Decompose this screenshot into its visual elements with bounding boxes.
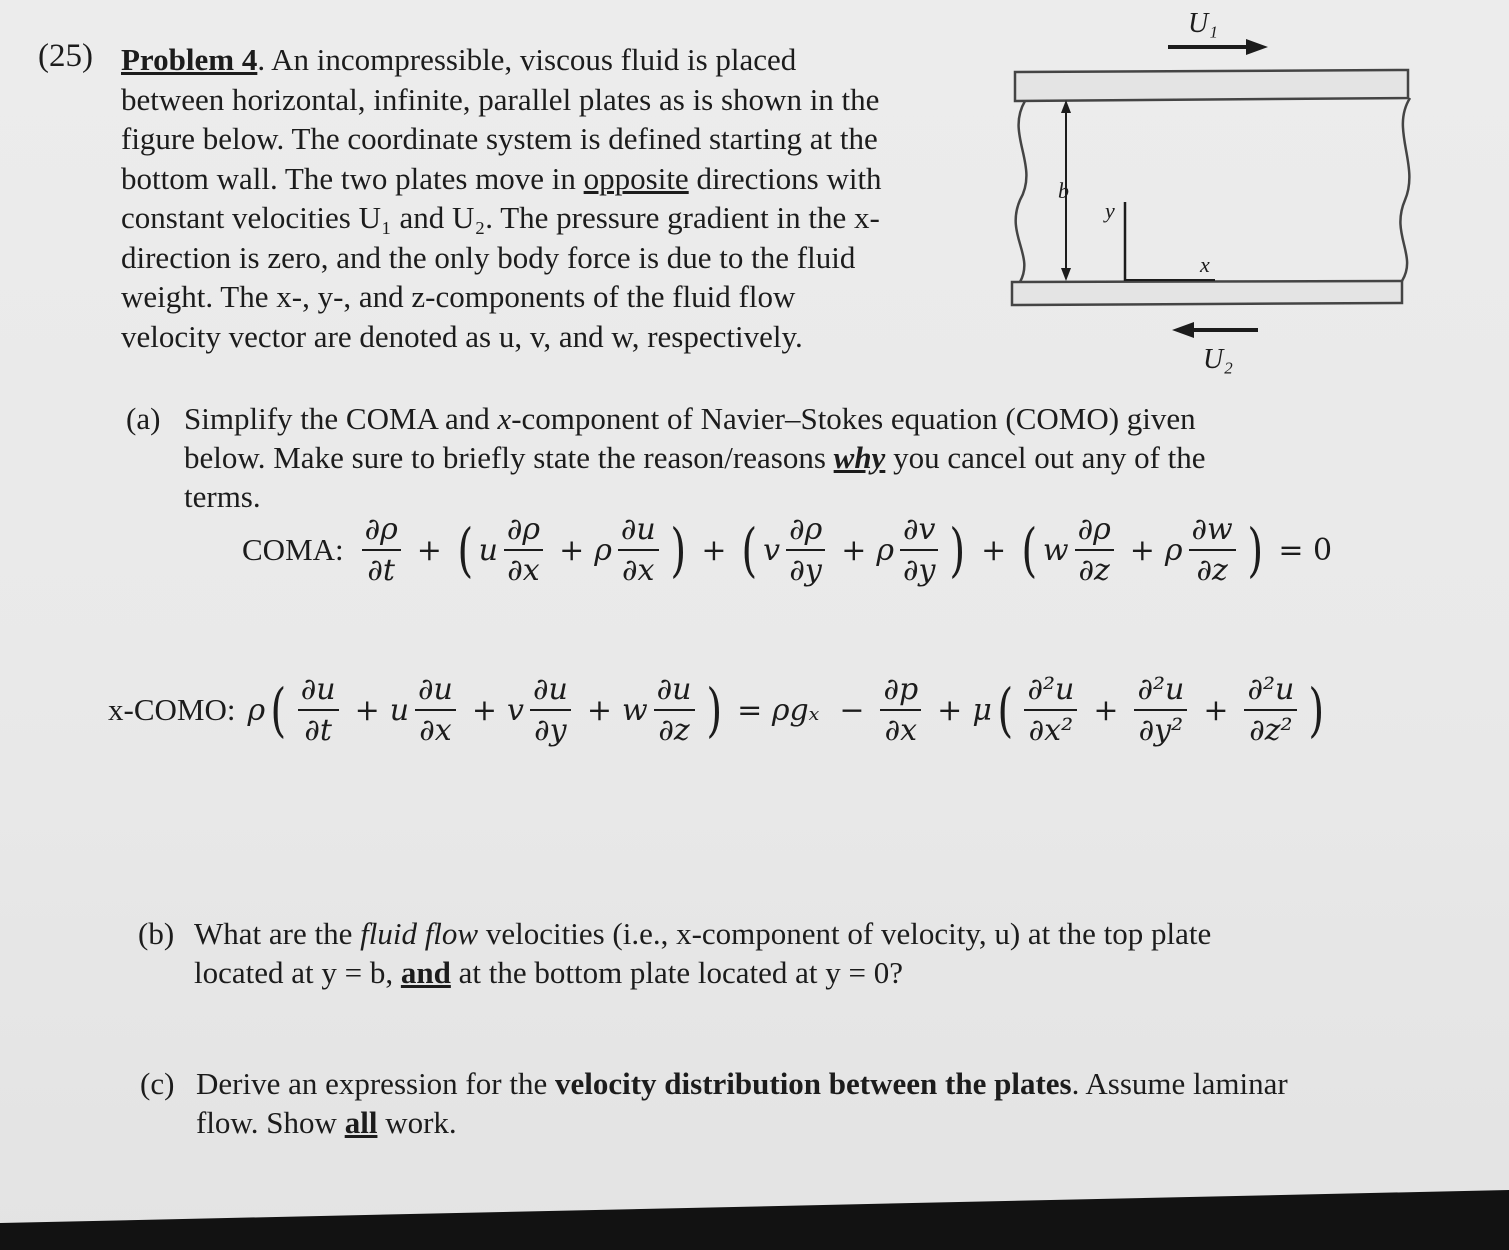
gap-label: b [1058, 178, 1069, 203]
part-b-emphasis: and [400, 955, 451, 990]
paren: ) [670, 516, 686, 584]
plus-sign: + [416, 532, 442, 568]
denominator: ∂x² [1028, 713, 1074, 748]
plus-sign: + [1203, 692, 1229, 728]
intro-line [121, 80, 961, 120]
plus-sign: + [559, 532, 585, 568]
bottom-plate [1012, 281, 1402, 305]
part-a-label: (a) [126, 401, 161, 436]
part-a-text-segment: -component of Navier–Stokes equation (COMO) given [511, 401, 1196, 436]
part-b-text-segment: velocities (i.e., x-component of velocity, u) at the top plate [478, 916, 1212, 951]
part-c-bold: velocity distribution between the plates [554, 1066, 1072, 1101]
right-break-line [1400, 98, 1410, 281]
paren: ) [1247, 516, 1263, 584]
part-a-math-var: x [497, 401, 512, 436]
part-b-label: (b) [138, 916, 175, 951]
denominator: ∂y [903, 553, 936, 588]
part-a-text-segment: terms. [184, 479, 261, 514]
fraction [504, 512, 543, 588]
intro-text: directions with [688, 160, 882, 196]
numerator: ∂u [415, 672, 456, 711]
denominator: ∂y [534, 713, 567, 748]
numerator: ∂u [654, 672, 695, 711]
paren: ( [741, 516, 758, 584]
fraction [415, 672, 456, 748]
denominator: ∂x [884, 713, 918, 748]
underlined-word: opposite [583, 160, 689, 196]
coefficient: ρ [1164, 532, 1183, 568]
intro-text: constant velocities U₁ and U₂. The pressure gradient in the x- [121, 200, 880, 235]
coefficient: w [621, 692, 648, 728]
plus-sign: + [1093, 692, 1119, 728]
intro-line [121, 317, 961, 357]
numerator: ∂u [298, 672, 339, 711]
numerator: ∂p [880, 672, 921, 711]
coefficient: μ [972, 692, 992, 728]
intro-line [121, 40, 961, 80]
denominator: ∂y [789, 553, 822, 588]
part-a [126, 399, 1306, 519]
right-arrow-icon [1246, 39, 1268, 55]
numerator: ∂ρ [1075, 512, 1114, 551]
denominator: ∂x [419, 713, 452, 748]
part-c-label: (c) [140, 1066, 175, 1101]
fraction [618, 512, 659, 588]
equals-zero: = 0 [1278, 532, 1333, 568]
fraction [1189, 512, 1236, 588]
part-a-text-segment: Simplify the COMA and [184, 401, 498, 436]
left-break-line [1016, 101, 1027, 282]
numerator: ∂²u [1134, 672, 1187, 711]
fraction [1024, 672, 1077, 748]
part-c-text-segment: flow. Show [196, 1105, 345, 1140]
paren: ( [457, 516, 474, 584]
numerator: ∂²u [1024, 672, 1077, 711]
denominator: ∂t [367, 553, 395, 588]
numerator: ∂w [1189, 512, 1236, 551]
part-b-text-segment: located at y = b, [194, 955, 401, 990]
denominator: ∂z [1196, 553, 1228, 588]
intro-line [121, 277, 961, 317]
denominator: ∂t [304, 713, 332, 748]
fraction [362, 512, 401, 588]
fraction [900, 512, 938, 588]
part-a-text-segment: you cancel out any of the [885, 440, 1206, 475]
top-velocity-label: U₁ [1188, 8, 1218, 39]
coefficient: v [507, 692, 524, 728]
fraction [530, 672, 571, 748]
part-b [138, 914, 1288, 1004]
intro-text: bottom wall. The two plates move in [121, 160, 584, 196]
x-axis-label: x [1200, 252, 1210, 277]
part-b-text-segment: at the bottom plate located at y = 0? [450, 955, 904, 990]
fraction [298, 672, 339, 748]
coefficient: u [478, 532, 498, 568]
intro-text: between horizontal, infinite, parallel plates as is shown in the [121, 81, 880, 117]
part-c-text-segment: Derive an expression for the [196, 1066, 555, 1101]
coefficient: ρ [247, 692, 266, 728]
part-a-emphasis: why [833, 440, 886, 475]
numerator: ∂ρ [362, 512, 401, 551]
plus-sign: + [937, 692, 963, 728]
coefficient: ρ [876, 532, 894, 568]
problem-title: Problem 4 [121, 42, 258, 77]
intro-text: figure below. The coordinate system is defined starting at the [121, 121, 878, 156]
fraction [1134, 672, 1187, 748]
numerator: ∂v [900, 512, 938, 551]
intro-text: . An incompressible, viscous fluid is placed [257, 42, 797, 77]
como-label: x-COMO: [108, 692, 236, 727]
numerator: ∂u [530, 672, 571, 711]
problem-statement [121, 40, 961, 356]
intro-line [121, 198, 961, 238]
monitor-bezel [0, 1190, 1509, 1250]
part-c-text-segment: work. [377, 1105, 457, 1140]
coefficient: u [389, 692, 410, 728]
down-arrow-icon [1061, 268, 1071, 281]
numerator: ∂²u [1244, 672, 1297, 711]
plus-sign: + [981, 532, 1007, 568]
plus-sign: + [841, 532, 867, 568]
plus-sign: + [354, 692, 380, 728]
paren: ( [997, 676, 1014, 744]
plus-sign: + [471, 692, 498, 728]
numerator: ∂ρ [786, 512, 825, 551]
fraction [786, 512, 825, 588]
part-a-text-segment: below. Make sure to briefly state the reason/reasons [184, 440, 834, 475]
denominator: ∂z² [1249, 713, 1293, 748]
fraction [1244, 672, 1297, 748]
paren: ) [949, 516, 966, 584]
denominator: ∂z [1078, 553, 1110, 588]
part-b-text [194, 914, 1211, 992]
coma-equation [242, 512, 1342, 588]
intro-line [121, 119, 961, 159]
top-plate [1015, 70, 1408, 101]
numerator: ∂ρ [504, 512, 543, 551]
coefficient: ρ [594, 532, 612, 568]
denominator: ∂x [507, 553, 540, 588]
points-value: (25) [38, 38, 93, 74]
part-c-emphasis: all [344, 1105, 378, 1140]
denominator: ∂y² [1138, 713, 1184, 748]
denominator: ∂x [622, 553, 655, 588]
y-axis-label: y [1105, 198, 1115, 223]
paren: ( [1021, 516, 1038, 584]
plus-sign: + [701, 532, 727, 568]
parallel-plates-figure [1000, 0, 1430, 390]
coma-label: COMA: [242, 532, 344, 567]
part-b-italic: fluid flow [360, 916, 479, 951]
minus-sign: − [839, 692, 865, 728]
left-arrow-icon [1172, 322, 1194, 338]
denominator: ∂z [658, 713, 690, 748]
intro-line [121, 159, 961, 199]
fraction [1075, 512, 1114, 588]
part-c-text-segment: . Assume laminar [1071, 1066, 1288, 1101]
paren: ( [270, 676, 287, 744]
intro-text: direction is zero, and the only body force is due to the fluid [121, 239, 856, 275]
coefficient: v [763, 532, 781, 568]
intro-line [121, 238, 961, 278]
intro-text: weight. The x-, y-, and z-components of the fluid flow [121, 279, 796, 314]
bottom-velocity-label: U₂ [1203, 344, 1233, 375]
paren: ) [705, 676, 722, 744]
part-b-text-segment: What are the [194, 916, 361, 951]
plus-sign: + [1129, 532, 1155, 568]
part-c [140, 1064, 1340, 1154]
part-c-text [196, 1064, 1288, 1142]
part-a-text [184, 399, 1206, 516]
body-force-term: = ρgₓ [737, 692, 820, 728]
numerator: ∂u [618, 512, 659, 551]
fraction [654, 672, 695, 748]
paren: ) [1308, 676, 1325, 744]
up-arrow-icon [1061, 100, 1071, 113]
plus-sign: + [586, 692, 612, 728]
coefficient: w [1042, 532, 1069, 568]
intro-text: velocity vector are denoted as u, v, and w, respectively. [121, 318, 803, 354]
fraction [880, 672, 921, 748]
como-equation [108, 672, 1330, 748]
